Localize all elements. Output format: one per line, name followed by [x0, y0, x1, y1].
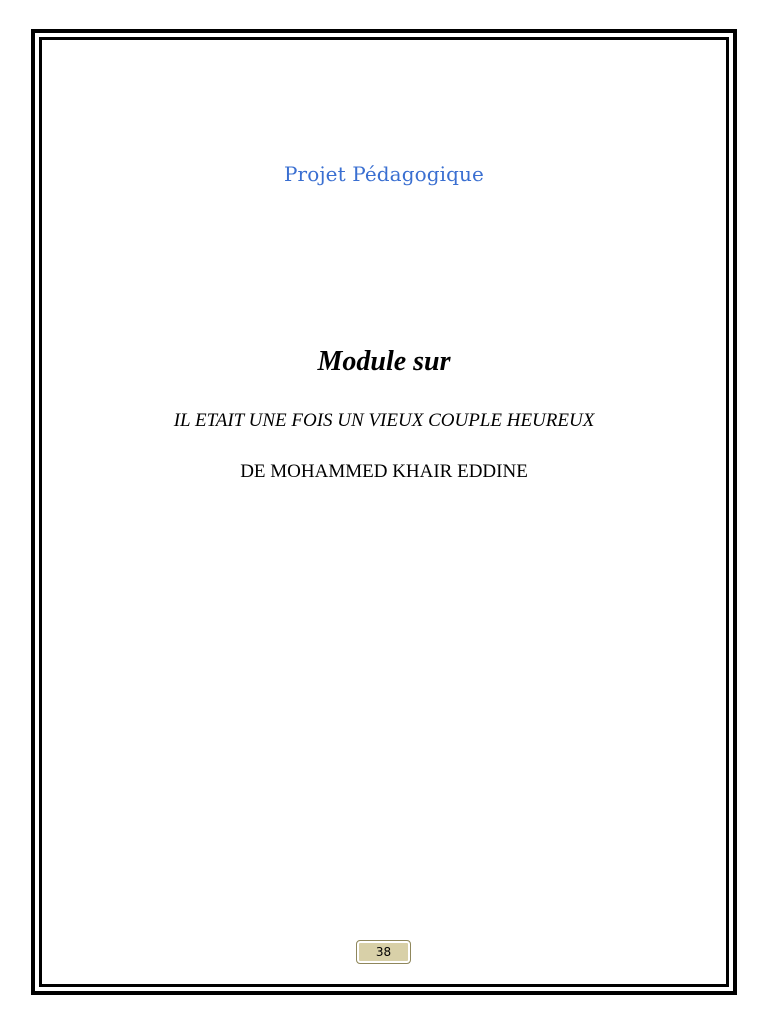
author-line: DE MOHAMMED KHAIR EDDINE	[240, 461, 528, 482]
work-title: IL ETAIT UNE FOIS UN VIEUX COUPLE HEUREUX	[173, 410, 595, 431]
page-number-badge: 38	[356, 940, 411, 964]
module-title: Module sur	[317, 346, 451, 377]
project-label: Projet Pédagogique	[284, 162, 484, 186]
